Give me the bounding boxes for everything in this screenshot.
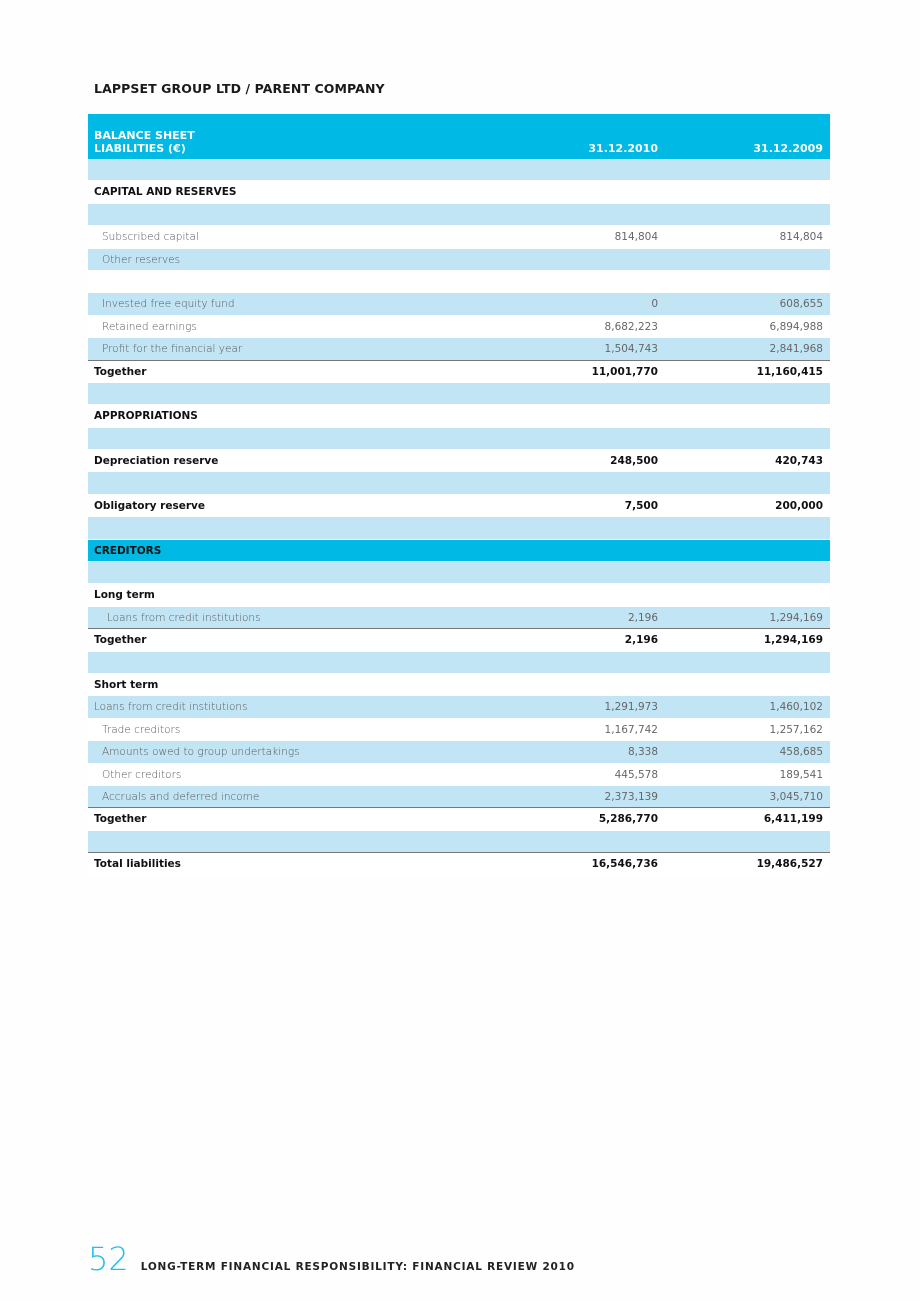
table-row bbox=[88, 562, 830, 584]
table-row bbox=[88, 181, 830, 203]
row-label: Total liabilities bbox=[94, 858, 181, 871]
value-2010: 1,504,743 bbox=[604, 343, 658, 356]
table-row bbox=[88, 786, 830, 808]
table-row bbox=[88, 361, 830, 383]
table-row bbox=[88, 472, 830, 494]
table-row bbox=[88, 584, 830, 606]
header-col-2009: 31.12.2009 bbox=[753, 142, 823, 155]
value-2009: 458,685 bbox=[779, 746, 823, 759]
table-row bbox=[88, 607, 830, 629]
row-label: Depreciation reserve bbox=[94, 455, 219, 468]
header-col-2010: 31.12.2010 bbox=[588, 142, 658, 155]
table-row bbox=[88, 853, 830, 875]
table-row bbox=[88, 226, 830, 248]
row-label: Together bbox=[94, 813, 147, 826]
value-2009: 200,000 bbox=[775, 499, 823, 512]
table-row bbox=[88, 629, 830, 651]
table-row bbox=[88, 831, 830, 853]
row-label: Profit for the financial year bbox=[102, 343, 243, 356]
value-2009: 814,804 bbox=[779, 231, 823, 244]
table-row bbox=[88, 293, 830, 315]
value-2010: 11,001,770 bbox=[591, 365, 658, 378]
header-label-line1: BALANCE SHEET bbox=[94, 129, 195, 142]
value-2010: 1,291,973 bbox=[604, 701, 658, 714]
row-label: Obligatory reserve bbox=[94, 499, 205, 512]
row-label: Together bbox=[94, 634, 147, 647]
table-body bbox=[88, 159, 830, 876]
row-label: Together bbox=[94, 365, 147, 378]
table-header bbox=[88, 114, 830, 159]
page-number: 52 bbox=[88, 1240, 129, 1278]
row-label: CREDITORS bbox=[94, 544, 162, 557]
value-2010: 1,167,742 bbox=[604, 723, 658, 736]
table-row bbox=[88, 383, 830, 405]
row-label: Accruals and deferred income bbox=[102, 790, 260, 803]
row-label: Long term bbox=[94, 589, 155, 602]
table-row bbox=[88, 540, 830, 562]
row-label: Subscribed capital bbox=[102, 231, 199, 244]
page-title: LAPPSET GROUP LTD / PARENT COMPANY bbox=[94, 81, 385, 96]
value-2010: 248,500 bbox=[610, 455, 658, 468]
value-2009: 608,655 bbox=[779, 298, 823, 311]
value-2009: 189,541 bbox=[779, 768, 823, 781]
value-2010: 16,546,736 bbox=[591, 858, 658, 871]
value-2010: 7,500 bbox=[624, 499, 658, 512]
table-row bbox=[88, 159, 830, 181]
value-2009: 1,294,169 bbox=[763, 634, 823, 647]
value-2010: 8,338 bbox=[627, 746, 658, 759]
table-row bbox=[88, 316, 830, 338]
value-2010: 0 bbox=[651, 298, 658, 311]
table-row bbox=[88, 517, 830, 539]
table-row bbox=[88, 808, 830, 830]
value-2009: 2,841,968 bbox=[769, 343, 823, 356]
row-label: Other reserves bbox=[102, 253, 181, 266]
table-row bbox=[88, 405, 830, 427]
row-label: Loans from credit institutions bbox=[94, 701, 248, 714]
value-2009: 19,486,527 bbox=[756, 858, 823, 871]
header-label bbox=[94, 129, 195, 155]
value-2010: 2,196 bbox=[627, 611, 658, 624]
value-2009: 6,411,199 bbox=[763, 813, 823, 826]
value-2010: 445,578 bbox=[614, 768, 658, 781]
row-label: Trade creditors bbox=[102, 723, 181, 736]
table-row bbox=[88, 249, 830, 271]
table-row bbox=[88, 204, 830, 226]
value-2009: 420,743 bbox=[775, 455, 823, 468]
table-row bbox=[88, 764, 830, 786]
value-2010: 2,373,139 bbox=[604, 790, 658, 803]
row-label: CAPITAL AND RESERVES bbox=[94, 186, 237, 199]
value-2009: 1,257,162 bbox=[769, 723, 823, 736]
table-row bbox=[88, 495, 830, 517]
table-row bbox=[88, 271, 830, 293]
value-2010: 814,804 bbox=[614, 231, 658, 244]
table-row bbox=[88, 674, 830, 696]
row-label: Loans from credit institutions bbox=[107, 611, 261, 624]
value-2010: 8,682,223 bbox=[604, 320, 658, 333]
row-label: Invested free equity fund bbox=[102, 298, 235, 311]
row-label: APPROPRIATIONS bbox=[94, 410, 198, 423]
table-row bbox=[88, 428, 830, 450]
table-row bbox=[88, 338, 830, 360]
footer bbox=[88, 1240, 575, 1278]
value-2009: 1,294,169 bbox=[769, 611, 823, 624]
row-label: Amounts owed to group undertakings bbox=[102, 746, 300, 759]
table-row bbox=[88, 741, 830, 763]
row-label: Other creditors bbox=[102, 768, 182, 781]
footer-text: LONG-TERM FINANCIAL RESPONSIBILITY: FINANCIAL REVIEW 2010 bbox=[140, 1261, 575, 1273]
value-2009: 1,460,102 bbox=[769, 701, 823, 714]
table-row bbox=[88, 696, 830, 718]
table-row bbox=[88, 719, 830, 741]
balance-sheet-table bbox=[88, 114, 830, 876]
value-2010: 2,196 bbox=[624, 634, 658, 647]
header-label-line2: LIABILITIES (€) bbox=[94, 142, 186, 155]
value-2009: 3,045,710 bbox=[769, 790, 823, 803]
value-2010: 5,286,770 bbox=[598, 813, 658, 826]
row-label: Retained earnings bbox=[102, 320, 197, 333]
table-row bbox=[88, 652, 830, 674]
row-label: Short term bbox=[94, 678, 159, 691]
value-2009: 11,160,415 bbox=[756, 365, 823, 378]
value-2009: 6,894,988 bbox=[769, 320, 823, 333]
table-row bbox=[88, 450, 830, 472]
